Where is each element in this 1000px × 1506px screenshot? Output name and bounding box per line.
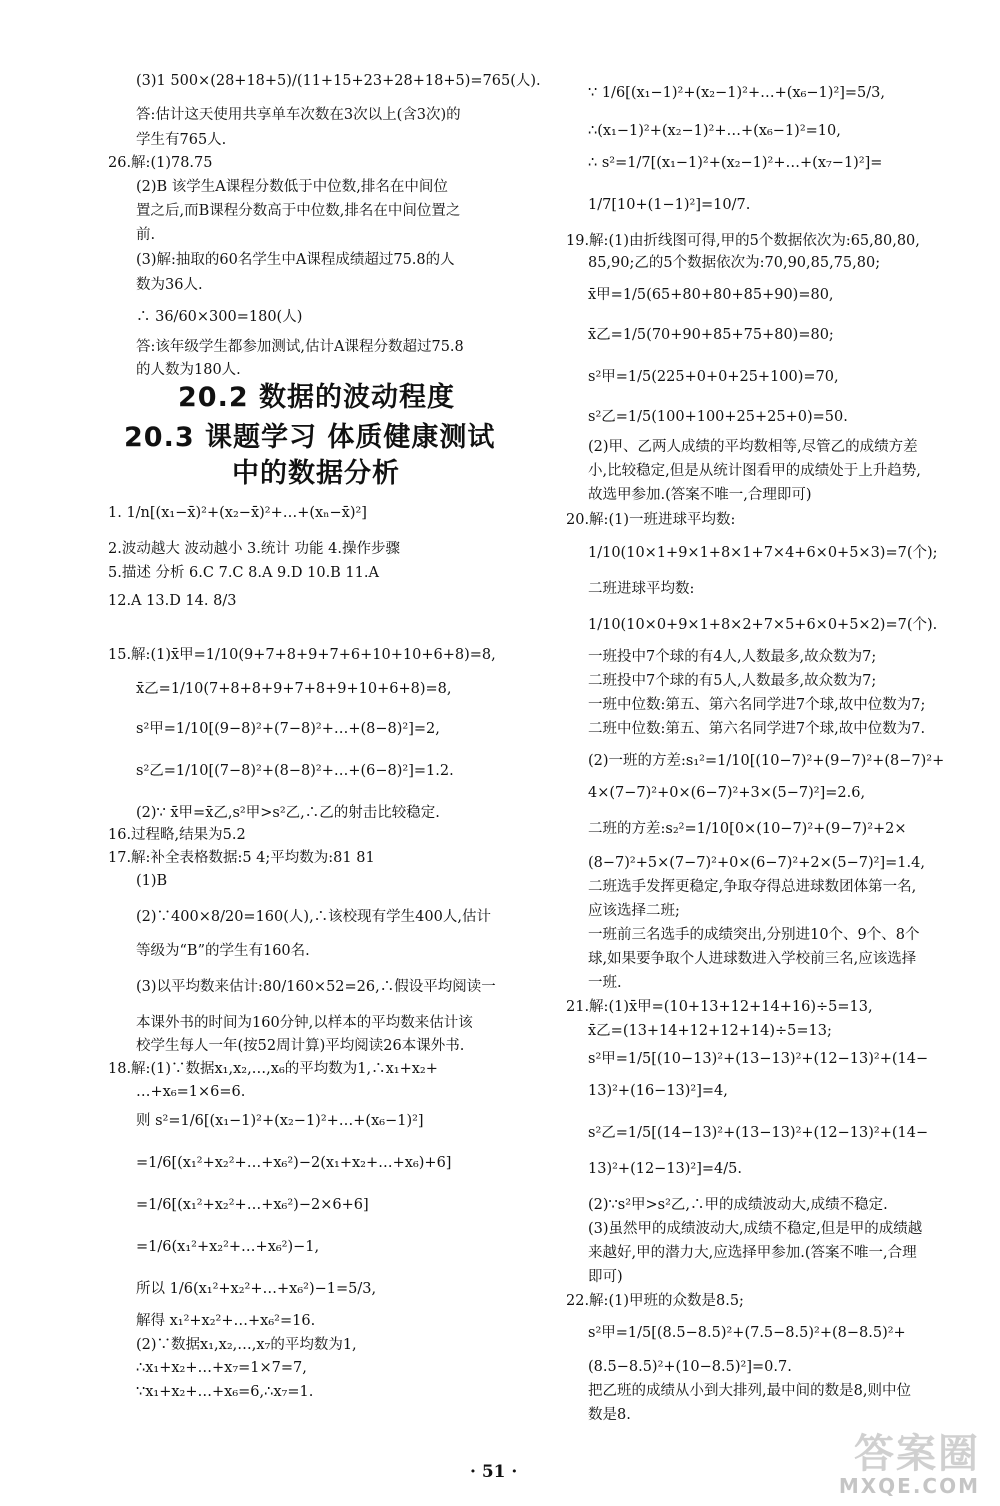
text-line: 即可) bbox=[588, 1269, 623, 1285]
text-line: 21.解:(1)x̄甲=(10+13+12+14+16)÷5=13, bbox=[566, 999, 873, 1015]
text-line: 一班投中7个球的有4人,人数最多,故众数为7; bbox=[588, 649, 877, 665]
text-line: 85,90;乙的5个数据依次为:70,90,85,75,80; bbox=[588, 255, 881, 271]
text-line: 来越好,甲的潜力大,应选择甲参加.(答案不唯一,合理 bbox=[588, 1245, 917, 1261]
text-line: (3)1 500×(28+18+5)/(11+15+23+28+18+5)=765(人). bbox=[136, 73, 541, 89]
text-line: 12.A 13.D 14. 8/3 bbox=[108, 593, 237, 609]
text-line: 置之后,而B课程分数高于中位数,排名在中间位置之 bbox=[136, 203, 461, 219]
text-line: 数为36人. bbox=[136, 277, 203, 293]
text-line: 13)²+(16−13)²]=4, bbox=[588, 1083, 728, 1099]
text-line: 15.解:(1)x̄甲=1/10(9+7+8+9+7+6+10+10+6+8)=8, bbox=[108, 647, 496, 663]
text-line: s²乙=1/10[(7−8)²+(8−8)²+…+(6−8)²]=1.2. bbox=[136, 763, 454, 779]
text-line: ∴ s²=1/7[(x₁−1)²+(x₂−1)²+…+(x₇−1)²]= bbox=[588, 155, 883, 171]
text-line: =1/6[(x₁²+x₂²+…+x₆²)−2(x₁+x₂+…+x₆)+6] bbox=[136, 1155, 452, 1171]
text-line: 的人数为180人. bbox=[136, 362, 241, 378]
text-line: 学生有765人. bbox=[136, 132, 227, 148]
text-line: 答:该年级学生都参加测试,估计A课程分数超过75.8 bbox=[136, 339, 464, 355]
text-line: 小,比较稳定,但是从统计图看甲的成绩处于上升趋势, bbox=[588, 463, 921, 479]
text-line: 应该选择二班; bbox=[588, 903, 680, 919]
text-line: (2)一班的方差:s₁²=1/10[(10−7)²+(9−7)²+(8−7)²+ bbox=[588, 753, 945, 769]
text-line: 17.解:补全表格数据:5 4;平均数为:81 81 bbox=[108, 850, 375, 866]
text-line: …+x₆=1×6=6. bbox=[136, 1084, 246, 1100]
text-line: =1/6(x₁²+x₂²+…+x₆²)−1, bbox=[136, 1239, 320, 1255]
text-line: 数是8. bbox=[588, 1407, 631, 1423]
text-line: (2)甲、乙两人成绩的平均数相等,尽管乙的成绩方差 bbox=[588, 439, 918, 455]
text-line: =1/6[(x₁²+x₂²+…+x₆²)−2×6+6] bbox=[136, 1197, 369, 1213]
text-line: (3)以平均数来估计:80/160×52=26,∴假设平均阅读一 bbox=[136, 979, 496, 995]
text-line: 故选甲参加.(答案不唯一,合理即可) bbox=[588, 487, 812, 503]
text-line: ∴x₁+x₂+…+x₇=1×7=7, bbox=[136, 1360, 307, 1376]
text-line: 1/7[10+(1−1)²]=10/7. bbox=[588, 197, 751, 213]
watermark-text-top: 答案圈 bbox=[854, 1431, 980, 1477]
text-line: (8.5−8.5)²+(10−8.5)²]=0.7. bbox=[588, 1359, 792, 1375]
text-line: 二班的方差:s₂²=1/10[0×(10−7)²+(9−7)²+2× bbox=[588, 821, 907, 837]
text-line: 20.解:(1)一班进球平均数: bbox=[566, 512, 736, 528]
text-line: 等级为“B”的学生有160名. bbox=[136, 943, 310, 959]
text-line: 1/10(10×0+9×1+8×2+7×5+6×0+5×2)=7(个). bbox=[588, 617, 938, 633]
text-line: 解得 x₁²+x₂²+…+x₆²=16. bbox=[136, 1313, 316, 1329]
text-line: (2)∵数据x₁,x₂,…,x₇的平均数为1, bbox=[136, 1337, 357, 1353]
text-line: 4×(7−7)²+0×(6−7)²+3×(5−7)²]=2.6, bbox=[588, 785, 866, 801]
text-line: 一班中位数:第五、第六名同学进7个球,故中位数为7; bbox=[588, 697, 926, 713]
text-line: s²甲=1/5(225+0+0+25+100)=70, bbox=[588, 369, 839, 385]
text-line: 前. bbox=[136, 227, 156, 243]
page-number: · 51 · bbox=[470, 1462, 518, 1482]
text-line: 18.解:(1)∵数据x₁,x₂,…,x₆的平均数为1,∴x₁+x₂+ bbox=[108, 1061, 438, 1077]
text-line: 二班选手发挥更稳定,争取夺得总进球数团体第一名, bbox=[588, 879, 917, 895]
text-line: 校学生每人一年(按52周计算)平均阅读26本课外书. bbox=[136, 1038, 465, 1054]
text-line: (3)解:抽取的60名学生中A课程成绩超过75.8的人 bbox=[136, 252, 455, 268]
text-line: 二班中位数:第五、第六名同学进7个球,故中位数为7. bbox=[588, 721, 926, 737]
text-line: 所以 1/6(x₁²+x₂²+…+x₆²)−1=5/3, bbox=[136, 1281, 377, 1297]
text-line: 本课外书的时间为160分钟,以样本的平均数来估计该 bbox=[136, 1015, 473, 1031]
text-line: 16.过程略,结果为5.2 bbox=[108, 827, 246, 843]
text-line: ∴ 36/60×300=180(人) bbox=[136, 309, 303, 325]
text-line: (2)∵ x̄甲=x̄乙,s²甲>s²乙,∴乙的射击比较稳定. bbox=[136, 805, 440, 821]
text-line: s²甲=1/10[(9−8)²+(7−8)²+…+(8−8)²]=2, bbox=[136, 721, 440, 737]
text-line: ∵ 1/6[(x₁−1)²+(x₂−1)²+…+(x₆−1)²]=5/3, bbox=[588, 85, 886, 101]
text-line: (1)B bbox=[136, 873, 168, 889]
text-line: (2)∵s²甲>s²乙,∴甲的成绩波动大,成绩不稳定. bbox=[588, 1197, 888, 1213]
watermark-logo bbox=[838, 1420, 988, 1500]
text-line: 1. 1/n[(x₁−x̄)²+(x₂−x̄)²+…+(xₙ−x̄)²] bbox=[108, 505, 367, 521]
text-line: 26.解:(1)78.75 bbox=[108, 155, 213, 171]
text-line: 二班进球平均数: bbox=[588, 581, 695, 597]
text-line: 球,如果要争取个人进球数进入学校前三名,应该选择 bbox=[588, 951, 917, 967]
text-line: 一班前三名选手的成绩突出,分别进10个、9个、8个 bbox=[588, 927, 920, 943]
text-line: 二班投中7个球的有5人,人数最多,故众数为7; bbox=[588, 673, 877, 689]
text-line: s²甲=1/5[(8.5−8.5)²+(7.5−8.5)²+(8−8.5)²+ bbox=[588, 1325, 906, 1341]
text-line: 2.波动越大 波动越小 3.统计 功能 4.操作步骤 bbox=[108, 541, 400, 557]
text-line: (2)∵400×8/20=160(人),∴该校现有学生400人,估计 bbox=[136, 909, 491, 925]
text-line: 19.解:(1)由折线图可得,甲的5个数据依次为:65,80,80, bbox=[566, 233, 920, 249]
text-line: x̄甲=1/5(65+80+80+85+90)=80, bbox=[588, 287, 834, 303]
text-line: 1/10(10×1+9×1+8×1+7×4+6×0+5×3)=7(个); bbox=[588, 545, 938, 561]
section-title: 20.3 课题学习 体质健康测试 bbox=[124, 422, 496, 453]
text-line: x̄乙=1/5(70+90+85+75+80)=80; bbox=[588, 327, 834, 343]
section-title: 中的数据分析 bbox=[232, 458, 400, 489]
section-title: 20.2 数据的波动程度 bbox=[178, 382, 456, 413]
text-line: (8−7)²+5×(7−7)²+0×(6−7)²+2×(5−7)²]=1.4, bbox=[588, 855, 925, 871]
text-line: 22.解:(1)甲班的众数是8.5; bbox=[566, 1293, 744, 1309]
watermark-text-bottom: MXQE.COM bbox=[838, 1474, 980, 1498]
text-line: 答:估计这天使用共享单车次数在3次以上(含3次)的 bbox=[136, 107, 461, 123]
text-line: 一班. bbox=[588, 975, 622, 991]
text-line: ∵x₁+x₂+…+x₆=6,∴x₇=1. bbox=[136, 1384, 314, 1400]
text-line: ∴(x₁−1)²+(x₂−1)²+…+(x₆−1)²=10, bbox=[588, 123, 841, 139]
text-line: s²乙=1/5(100+100+25+25+0)=50. bbox=[588, 409, 848, 425]
text-line: s²甲=1/5[(10−13)²+(13−13)²+(12−13)²+(14− bbox=[588, 1051, 929, 1067]
text-line: x̄乙=1/10(7+8+8+9+7+8+9+10+6+8)=8, bbox=[136, 681, 452, 697]
text-line: s²乙=1/5[(14−13)²+(13−13)²+(12−13)²+(14− bbox=[588, 1125, 929, 1141]
text-line: 5.描述 分析 6.C 7.C 8.A 9.D 10.B 11.A bbox=[108, 565, 379, 581]
text-line: 则 s²=1/6[(x₁−1)²+(x₂−1)²+…+(x₆−1)²] bbox=[136, 1113, 424, 1129]
text-line: 13)²+(12−13)²]=4/5. bbox=[588, 1161, 742, 1177]
text-line: x̄乙=(13+14+12+12+14)÷5=13; bbox=[588, 1023, 832, 1039]
text-line: (2)B 该学生A课程分数低于中位数,排名在中间位 bbox=[136, 179, 448, 195]
text-line: 把乙班的成绩从小到大排列,最中间的数是8,则中位 bbox=[588, 1383, 911, 1399]
text-line: (3)虽然甲的成绩波动大,成绩不稳定,但是甲的成绩越 bbox=[588, 1221, 923, 1237]
